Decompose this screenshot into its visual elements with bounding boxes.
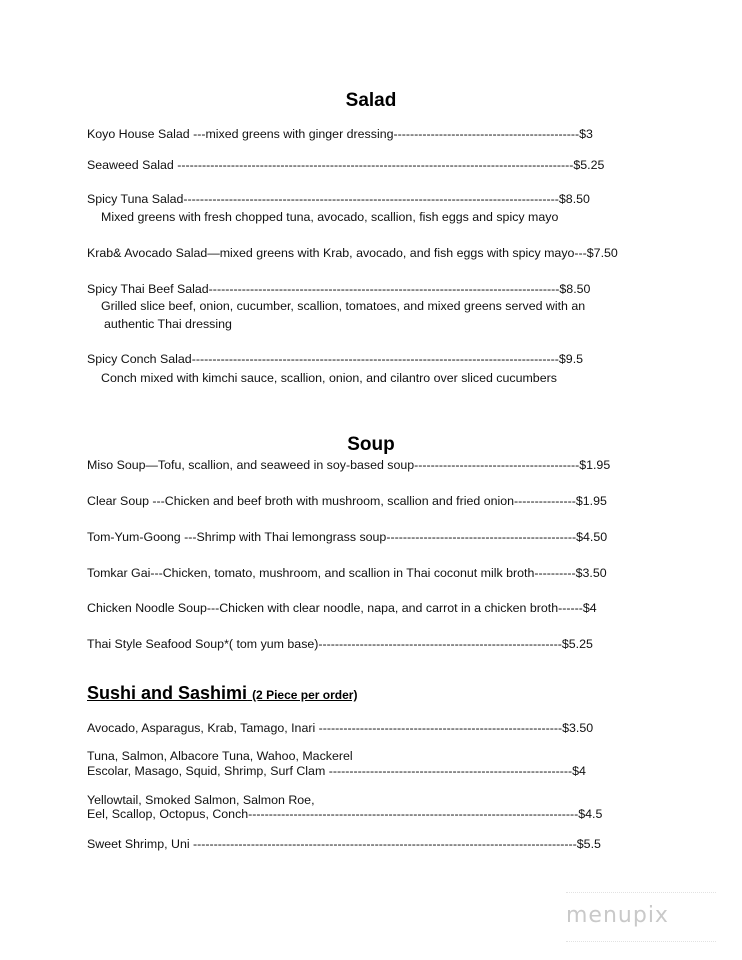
soup-item-clear: Clear Soup ---Chicken and beef broth with mushroom, scallion and fried onion---------------$1.95 <box>87 494 607 508</box>
salad-item-spicy-thai-beef: Spicy Thai Beef Salad-------------------------------------------------------------------------------------$8.50 <box>87 282 591 296</box>
soup-heading: Soup <box>347 434 395 455</box>
salad-desc-spicy-thai-beef: Grilled slice beef, onion, cucumber, scallion, tomatoes, and mixed greens served with an <box>101 299 586 313</box>
sushi-title: Sushi and Sashimi <box>87 683 248 703</box>
salad-item-seaweed: Seaweed Salad ------------------------------------------------------------------------------------------------$5.25 <box>87 158 605 172</box>
sushi-heading <box>87 683 357 704</box>
menupix-watermark: menupix <box>566 903 669 928</box>
salad-item-krab-avocado: Krab& Avocado Salad—mixed greens with Krab, avocado, and fish eggs with spicy mayo---$7.50 <box>87 246 618 260</box>
sushi-subtitle: (2 Piece per order) <box>252 688 358 702</box>
soup-item-tom-yum-goong: Tom-Yum-Goong ---Shrimp with Thai lemongrass soup----------------------------------------------$4.50 <box>87 530 608 544</box>
sushi-item-yellowtail-group: Yellowtail, Smoked Salmon, Salmon Roe, <box>87 793 315 807</box>
salad-item-spicy-tuna: Spicy Tuna Salad-------------------------------------------------------------------------------------------$8.50 <box>87 192 590 206</box>
salad-item-spicy-conch: Spicy Conch Salad-----------------------------------------------------------------------------------------$9.5 <box>87 352 584 366</box>
sushi-item-tuna-group-cont: Escolar, Masago, Squid, Shrimp, Surf Clam -----------------------------------------------------------$4 <box>87 764 586 778</box>
sushi-item-avocado-group: Avocado, Asparagus, Krab, Tamago, Inari -----------------------------------------------------------$3.50 <box>87 721 594 735</box>
sushi-item-sweet-shrimp: Sweet Shrimp, Uni ---------------------------------------------------------------------------------------------$5.5 <box>87 837 601 851</box>
salad-desc-spicy-tuna: Mixed greens with fresh chopped tuna, avocado, scallion, fish eggs and spicy mayo <box>101 210 559 224</box>
salad-item-koyo-house: Koyo House Salad ---mixed greens with ginger dressing---------------------------------------------$3 <box>87 127 593 141</box>
salad-desc-spicy-thai-beef-cont: authentic Thai dressing <box>104 317 232 331</box>
soup-item-chicken-noodle: Chicken Noodle Soup---Chicken with clear noodle, napa, and carrot in a chicken broth------$4 <box>87 601 597 615</box>
soup-item-tomkar-gai: Tomkar Gai---Chicken, tomato, mushroom, and scallion in Thai coconut milk broth----------$3.50 <box>87 566 607 580</box>
soup-item-thai-seafood: Thai Style Seafood Soup*( tom yum base)-----------------------------------------------------------$5.25 <box>87 637 593 651</box>
sushi-item-tuna-group: Tuna, Salmon, Albacore Tuna, Wahoo, Mackerel <box>87 749 353 763</box>
soup-item-miso: Miso Soup—Tofu, scallion, and seaweed in soy-based soup----------------------------------------$1.95 <box>87 458 611 472</box>
salad-heading: Salad <box>345 90 397 111</box>
salad-desc-spicy-conch: Conch mixed with kimchi sauce, scallion, onion, and cilantro over sliced cucumbers <box>101 371 557 385</box>
sushi-item-yellowtail-group-cont: Eel, Scallop, Octopus, Conch--------------------------------------------------------------------------------$4.5 <box>87 807 603 821</box>
